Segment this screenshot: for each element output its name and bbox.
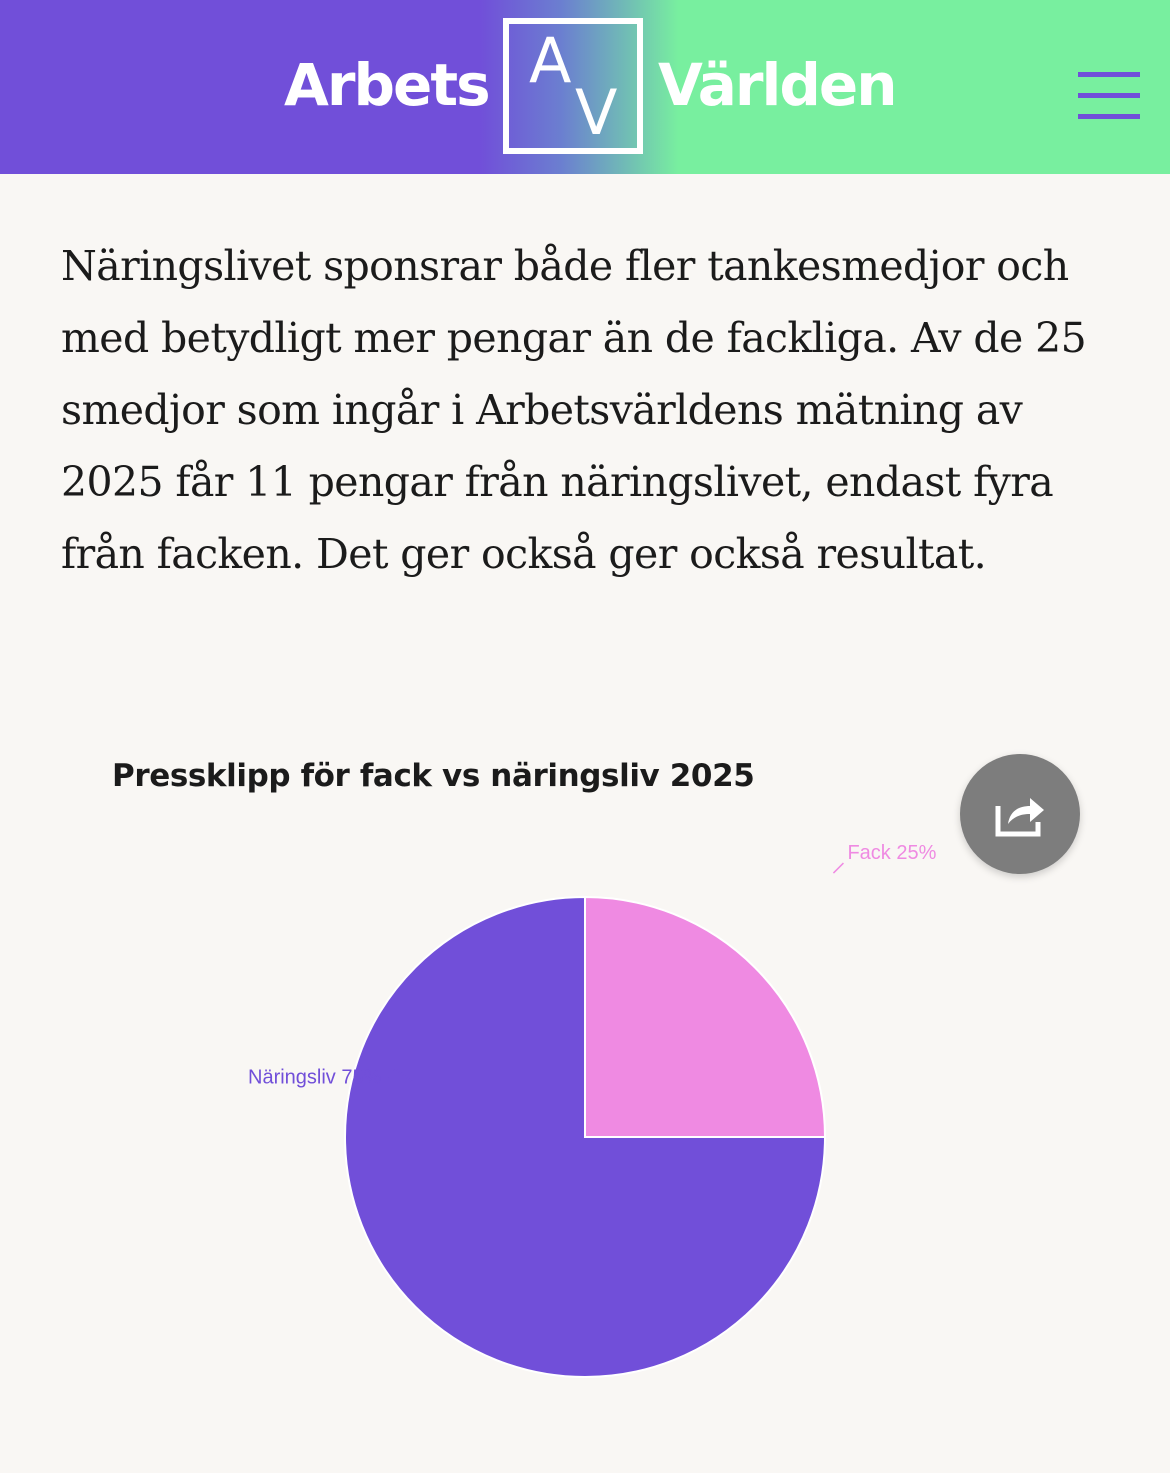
share-icon (994, 790, 1046, 838)
menu-bar (1078, 72, 1140, 77)
logo-letter-v: V (575, 76, 618, 149)
article-paragraph: Näringslivet sponsrar både fler tankesmedjor och med betydligt mer pengar än de fackliga. Av de 25 smedjor som ingår i Arbetsvärldens mätning av 2025 får 11 pengar från näringslivet, endast fyra från facken. Det ger också ger också resultat. (61, 242, 1087, 578)
logo-icon[interactable] (503, 18, 643, 154)
brand-name-right[interactable]: Världen (658, 51, 896, 119)
pie-slice-label: Fack 25% (847, 842, 937, 865)
menu-bar (1078, 93, 1140, 98)
logo-letter-a: A (529, 24, 572, 97)
label-leader-line (833, 863, 843, 873)
hamburger-menu-icon[interactable] (1078, 70, 1140, 122)
chart-title: Pressklipp för fack vs näringsliv 2025 (112, 758, 755, 794)
brand-name-left[interactable]: Arbets (284, 51, 489, 119)
pie-slice-fack[interactable] (585, 897, 825, 1137)
pie-chart (0, 842, 1170, 1400)
menu-bar (1078, 114, 1140, 119)
share-button[interactable] (960, 754, 1080, 874)
pie-slice-label: Näringsliv 75% (248, 1066, 382, 1089)
site-header (0, 0, 1170, 174)
